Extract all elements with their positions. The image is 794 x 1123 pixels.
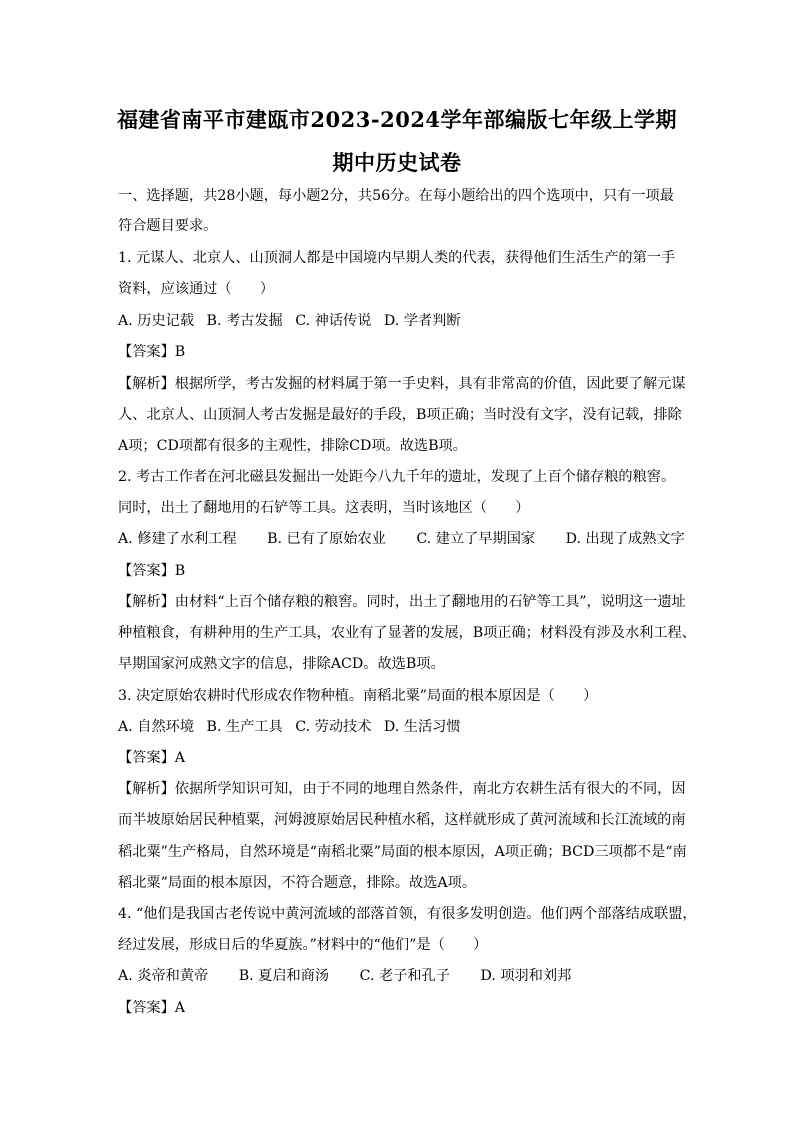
section-intro-line: 符合题目要求。	[118, 218, 218, 234]
question-options	[118, 966, 688, 986]
analysis-line: A项；CD项都有很多的主观性，排除CD项。故选B项。	[118, 438, 467, 454]
question-options	[118, 529, 688, 549]
question-stem: 3. 决定原始农耕时代形成农作物种植。南稻北粟”局面的根本原因是（ ）	[118, 688, 598, 704]
option-d: D. 项羽和刘邦	[480, 968, 572, 984]
analysis-line: 【解析】由材料“上百个储存粮的粮窖。同时，出土了翻地用的石铲等工具”，说明这一遗址	[118, 594, 686, 610]
question-stem: 4. “他们是我国古老传说中黄河流域的部落首领，有很多发明创造。他们两个部落结成联盟，	[118, 906, 697, 922]
document-title: 福建省南平市建瓯市2023-2024学年部编版七年级上学期	[116, 107, 678, 132]
option-c: C. 神话传说	[295, 313, 372, 329]
analysis-line: 【解析】依据所学知识可知，由于不同的地理自然条件，南北方农耕生活有很大的不同，因	[118, 781, 686, 797]
question-stem: 1. 元谋人、北京人、山顶洞人都是中国境内早期人类的代表，获得他们生活生产的第一手	[118, 250, 676, 266]
section-intro-line: 一、选择题，共28小题，每小题2分，共56分。在每小题给出的四个选项中，只有一项最	[118, 188, 674, 204]
analysis-line: 稻北粟”生产格局，自然环境是“南稻北粟”局面的根本原因，A项正确；BCD三项都不是“南	[118, 844, 687, 860]
answer: 【答案】B	[118, 563, 186, 579]
option-a: A. 历史记载	[118, 313, 195, 329]
answer: 【答案】A	[118, 750, 185, 766]
question-stem: 同时，出土了翻地用的石铲等工具。这表明，当时该地区（ ）	[118, 500, 530, 516]
document-subtitle: 期中历史试卷	[332, 150, 462, 175]
question-options	[118, 311, 688, 331]
option-d: D. 生活习惯	[383, 719, 461, 735]
analysis-line: 人、北京人、山顶洞人考古发掘是最好的手段，B项正确；当时没有文字，没有记载，排除	[118, 407, 682, 423]
analysis-line: 稻北粟”局面的根本原因，不符合题意，排除。故选A项。	[118, 875, 477, 891]
option-a: A. 修建了水利工程	[118, 531, 237, 547]
question-stem: 经过发展，形成日后的华夏族。”材料中的“他们”是（ ）	[118, 937, 488, 953]
question-stem: 2. 考古工作者在河北磁县发掘出一处距今八九千年的遗址，发现了上百个储存粮的粮窖。	[118, 469, 676, 485]
option-d: D. 出现了成熟文字	[565, 531, 685, 547]
answer: 【答案】B	[118, 344, 186, 360]
option-a: A. 炎帝和黄帝	[118, 968, 209, 984]
option-c: C. 劳动技术	[295, 719, 372, 735]
option-d: D. 学者判断	[383, 313, 461, 329]
option-a: A. 自然环境	[118, 719, 195, 735]
answer: 【答案】A	[118, 1000, 185, 1016]
question-stem: 资料，应该通过（ ）	[118, 281, 275, 297]
option-b: B. 生产工具	[206, 719, 283, 735]
analysis-line: 【解析】根据所学，考古发掘的材料属于第一手史料，具有非常高的价值，因此要了解元谋	[118, 376, 686, 392]
analysis-line: 种植粮食，有耕种用的生产工具，农业有了显著的发展，B项正确；材料没有涉及水利工程、	[118, 625, 696, 641]
option-b: B. 已有了原始农业	[267, 531, 386, 547]
option-b: B. 考古发掘	[206, 313, 283, 329]
option-c: C. 老子和孔子	[359, 968, 450, 984]
option-c: C. 建立了早期国家	[416, 531, 536, 547]
question-options	[118, 717, 688, 737]
analysis-line: 而半坡原始居民种植粟，河姆渡原始居民种植水稻，这样就形成了黄河流域和长江流域的南	[118, 812, 686, 828]
analysis-line: 早期国家河成熟文字的信息，排除ACD。故选B项。	[118, 656, 445, 672]
option-b: B. 夏启和商汤	[238, 968, 330, 984]
